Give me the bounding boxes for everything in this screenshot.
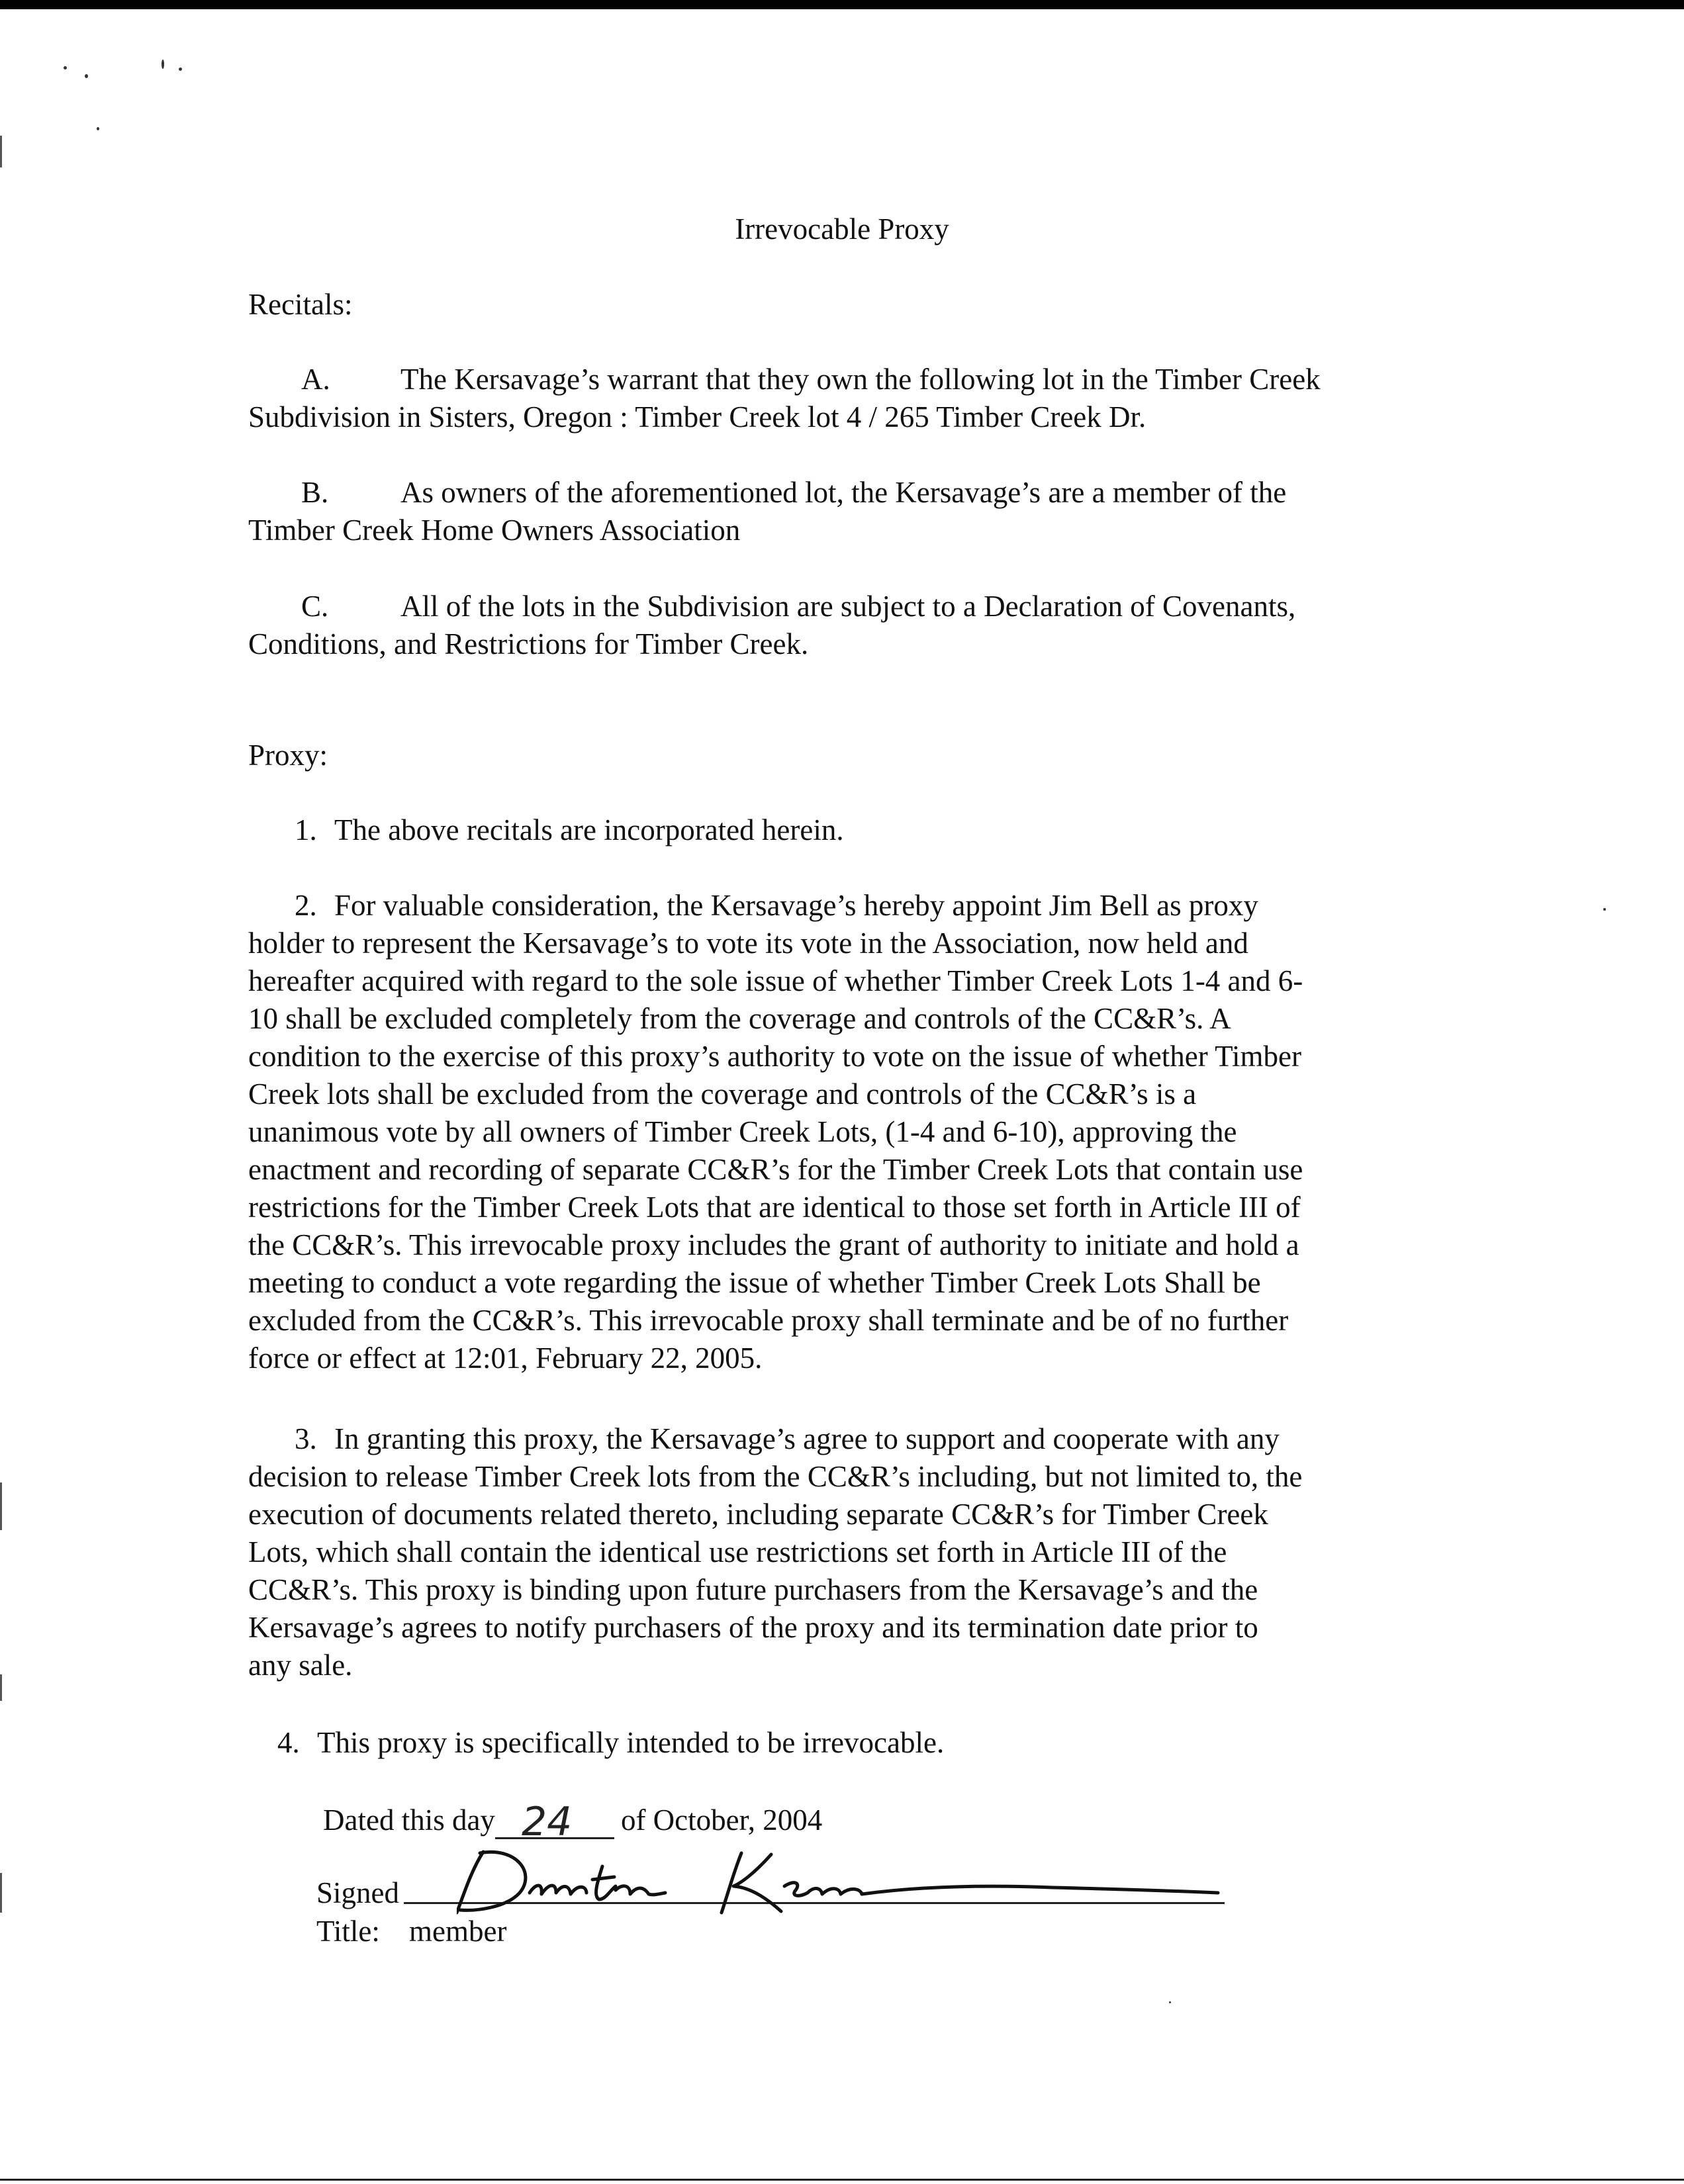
scan-left-edge-mark xyxy=(0,1873,2,1913)
proxy-line: hereafter acquired with regard to the sole issue of whether Timber Creek Lots 1-4 and 6- xyxy=(248,964,1303,997)
proxy-line: meeting to conduct a vote regarding the issue of whether Timber Creek Lots Shall be xyxy=(248,1266,1261,1299)
proxy-line: the CC&R’s. This irrevocable proxy includes the grant of authority to initiate and hold a xyxy=(248,1228,1299,1261)
proxy-line: Lots, which shall contain the identical use restrictions set forth in Article III of the xyxy=(248,1535,1227,1569)
proxy-line: The above recitals are incorporated herein. xyxy=(334,813,844,846)
proxy-item-3 xyxy=(248,1420,1433,1684)
proxy-line: restrictions for the Timber Creek Lots that are identical to those set forth in Article III of xyxy=(248,1191,1301,1224)
recital-line: All of the lots in the Subdivision are subject to a Declaration of Covenants, xyxy=(400,590,1296,623)
document-title: Irrevocable Proxy xyxy=(735,212,949,246)
recital-c xyxy=(248,588,1433,663)
proxy-item-4 xyxy=(248,1724,1433,1762)
scan-speck xyxy=(162,60,164,69)
proxy-line: unanimous vote by all owners of Timber Creek Lots, (1-4 and 6-10), approving the xyxy=(248,1115,1237,1148)
proxy-line: excluded from the CC&R’s. This irrevocable proxy shall terminate and be of no further xyxy=(248,1304,1289,1337)
proxy-line: execution of documents related thereto, including separate CC&R’s for Timber Creek xyxy=(248,1498,1268,1531)
scan-speck xyxy=(1169,2001,1171,2003)
scan-left-edge-mark xyxy=(0,1674,2,1701)
recital-a xyxy=(248,361,1433,436)
recital-line: Subdivision in Sisters, Oregon : Timber Creek lot 4 / 265 Timber Creek Dr. xyxy=(248,400,1146,433)
dated-line xyxy=(323,1799,823,1845)
proxy-item-number: 3. xyxy=(295,1422,317,1455)
recital-line: As owners of the aforementioned lot, the Kersavage’s are a member of the xyxy=(400,476,1287,509)
proxy-line: holder to represent the Kersavage’s to vote its vote in the Association, now held and xyxy=(248,927,1248,960)
title-row xyxy=(316,1913,506,1950)
proxy-line: This proxy is specifically intended to be irrevocable. xyxy=(317,1726,945,1759)
proxy-item-2 xyxy=(248,887,1433,1377)
proxy-item-number: 1. xyxy=(295,813,317,846)
scan-left-edge-mark xyxy=(0,136,2,167)
scan-speck xyxy=(85,74,88,78)
proxy-line: Creek lots shall be excluded from the coverage and controls of the CC&R’s is a xyxy=(248,1077,1197,1111)
scan-speck xyxy=(64,66,67,69)
proxy-line: For valuable consideration, the Kersavage’s hereby appoint Jim Bell as proxy xyxy=(334,889,1258,922)
proxy-line: In granting this proxy, the Kersavage’s agree to support and cooperate with any xyxy=(334,1422,1280,1455)
recital-line: Conditions, and Restrictions for Timber Creek. xyxy=(248,627,809,660)
day-blank xyxy=(495,1799,614,1845)
proxy-line: CC&R’s. This proxy is binding upon future purchasers from the Kersavage’s and the xyxy=(248,1573,1258,1606)
proxy-line: force or effect at 12:01, February 22, 2005. xyxy=(248,1342,763,1375)
scan-left-edge-mark xyxy=(0,1482,2,1530)
proxy-line: enactment and recording of separate CC&R’s for the Timber Creek Lots that contain use xyxy=(248,1153,1303,1186)
handwritten-day: 24 xyxy=(521,1799,573,1845)
recital-label: B. xyxy=(301,476,329,509)
scan-speck xyxy=(1603,908,1606,911)
recital-line: The Kersavage’s warrant that they own the following lot in the Timber Creek xyxy=(400,363,1321,396)
recital-line: Timber Creek Home Owners Association xyxy=(248,514,741,547)
proxy-line: 10 shall be excluded completely from the coverage and controls of the CC&R’s. A xyxy=(248,1002,1231,1035)
proxy-line: any sale. xyxy=(248,1649,353,1682)
handwritten-signature xyxy=(457,1846,1225,1919)
recital-b xyxy=(248,474,1433,549)
title-label: Title: xyxy=(316,1915,380,1948)
dated-prefix: Dated this day xyxy=(323,1803,495,1837)
proxy-item-number: 4. xyxy=(277,1726,300,1759)
scan-top-edge xyxy=(0,0,1684,9)
proxy-item-1 xyxy=(248,811,1433,849)
proxy-line: condition to the exercise of this proxy’s authority to vote on the issue of whether Timber xyxy=(248,1040,1301,1073)
scan-speck xyxy=(97,127,99,130)
proxy-line: decision to release Timber Creek lots from the CC&R’s including, but not limited to, the xyxy=(248,1460,1303,1493)
proxy-heading: Proxy: xyxy=(248,739,328,772)
proxy-item-number: 2. xyxy=(295,889,317,922)
signed-label: Signed xyxy=(316,1876,400,1909)
title-value: member xyxy=(409,1915,507,1948)
proxy-line: Kersavage’s agrees to notify purchasers of the proxy and its termination date prior to xyxy=(248,1611,1258,1644)
scan-speck xyxy=(179,68,182,71)
scan-bottom-edge xyxy=(0,2179,1684,2181)
dated-suffix: of October, 2004 xyxy=(620,1803,823,1837)
recital-label: C. xyxy=(301,590,329,623)
recital-label: A. xyxy=(301,363,330,396)
recitals-heading: Recitals: xyxy=(248,288,353,321)
